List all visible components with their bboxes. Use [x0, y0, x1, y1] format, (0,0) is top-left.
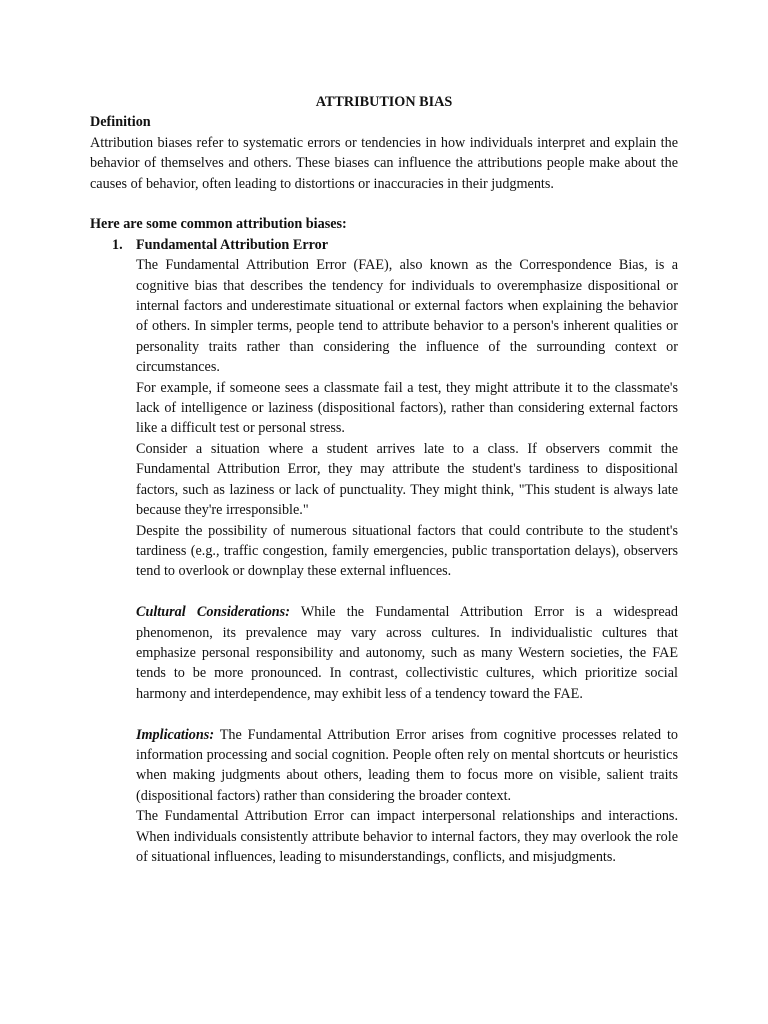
spacer: [136, 582, 678, 602]
definition-heading: Definition: [90, 114, 151, 131]
implications-paragraph: [136, 725, 678, 807]
implications-text: The Fundamental Attribution Error arises from cognitive processes related to information processing and social cognition. People often rely on mental shortcuts or heuristics when making judgments about others, leading them to focus more on visible, salient traits (dispositional factors) rather than considering the broader context.: [136, 726, 678, 804]
list-item-title: Fundamental Attribution Error: [136, 236, 329, 253]
fae-situational-factors-paragraph: Despite the possibility of numerous situational factors that could contribute to the student's tardiness (e.g., traffic congestion, family emergencies, public transportation delays), observers tend to overlook or downplay these external influences.: [136, 522, 678, 580]
implications-followup-paragraph: The Fundamental Attribution Error can impact interpersonal relationships and interactions. When individuals consistently attribute behavior to internal factors, they may overlook the role of situational influences, leading to misunderstandings, conflicts, and misjudgments.: [136, 808, 678, 865]
cultural-considerations-paragraph: [136, 602, 678, 704]
cultural-considerations-text: While the Fundamental Attribution Error is a widespread phenomenon, its prevalence may vary across cultures. In individualistic cultures that emphasize personal responsibility and autonomy, such as many Western societies, the FAE tends to be more pronounced. In contrast, collectivistic cultures, which prioritize social harmony and interdependence, may exhibit less of a tendency toward the FAE.: [136, 604, 679, 702]
spacer: [136, 704, 678, 724]
list-intro: Here are some common attribution biases:: [90, 216, 347, 233]
fae-example-paragraph: For example, if someone sees a classmate fail a test, they might attribute it to the classmate's lack of intelligence or laziness (dispositional factors), rather than considering external factors like a difficult test or personal stress.: [136, 379, 678, 437]
fae-situation-paragraph: Consider a situation where a student arrives late to a class. If observers commit the Fundamental Attribution Error, they may attribute the student's tardiness to dispositional factors, such as laziness or lack of punctuality. They might think, "This student is always late because they're irresponsible.": [136, 440, 678, 519]
fae-definition-paragraph: The Fundamental Attribution Error (FAE), also known as the Correspondence Bias, is a cognitive bias that describes the tendency for individuals to overemphasize dispositional or internal factors and underestimate situational or external factors when explaining the behavior of others. In simpler terms, people tend to attribute behavior to a person's inherent qualities or personality traits rather than considering the influence of the surrounding context or circumstances.: [136, 257, 678, 376]
list-item-number: 1.: [112, 236, 123, 253]
list-item: [90, 235, 678, 868]
document-page: [90, 92, 678, 867]
definition-paragraph: Attribution biases refer to systematic errors or tendencies in how individuals interpret and explain the behavior of themselves and others. These biases can influence the attributions people make about the causes of behavior, often leading to distortions or inaccuracies in their judgments.: [90, 134, 678, 192]
document-title: ATTRIBUTION BIAS: [315, 94, 453, 110]
cultural-considerations-lead: Cultural Considerations:: [136, 604, 290, 621]
implications-lead: Implications:: [136, 726, 215, 743]
spacer: [90, 194, 678, 214]
bias-list: [90, 235, 678, 868]
